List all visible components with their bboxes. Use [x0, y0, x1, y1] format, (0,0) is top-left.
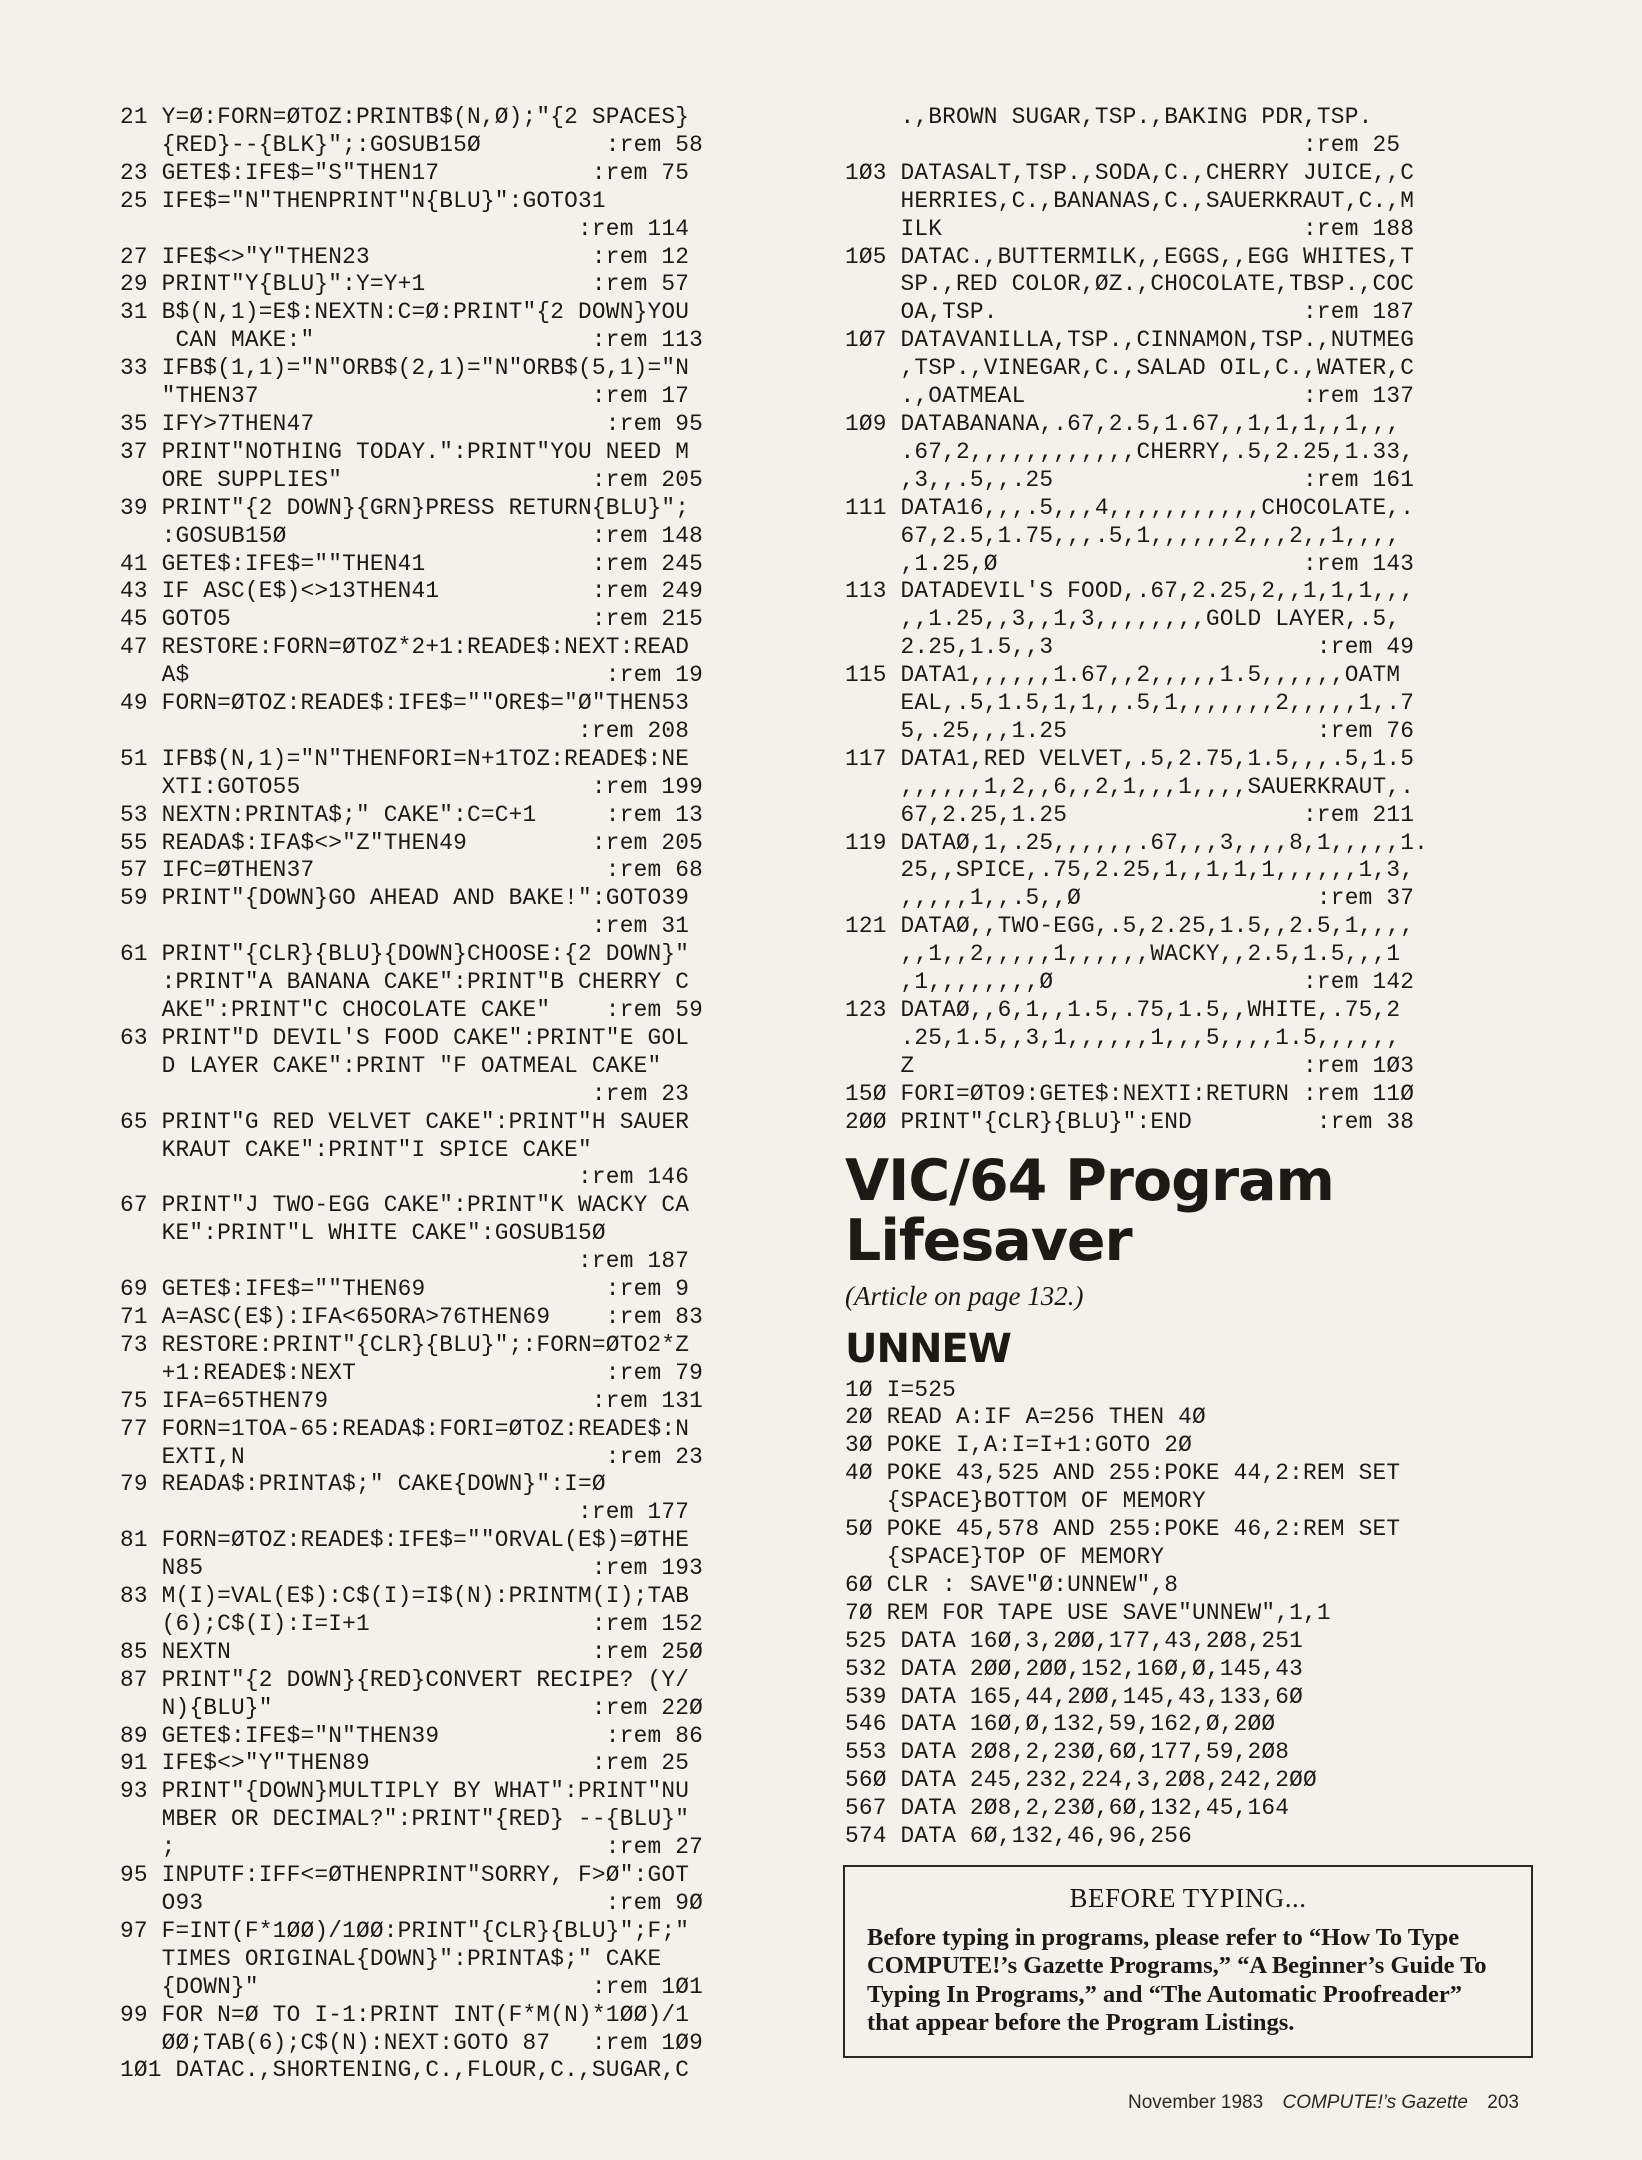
code-line: 61 PRINT"{CLR}{BLU}{DOWN}CHOOSE:{2 DOWN}"	[120, 941, 690, 968]
code-line: :rem 25	[845, 131, 1401, 158]
right-column	[845, 104, 1537, 2058]
code-line: 83 M(I)=VAL(E$):C$(I)=I$(N):PRINTM(I);TAB	[120, 1583, 690, 1610]
code-line: 546 DATA 16Ø,Ø,132,59,162,Ø,2ØØ	[845, 1711, 1276, 1738]
code-line: TIMES ORIGINAL{DOWN}":PRINTA$;" CAKE	[120, 1945, 662, 1972]
code-line: .67,2,,,,,,,,,,,,CHERRY,.5,2.25,1.33,	[845, 438, 1415, 465]
code-line: ,1,,,,,,,,Ø :rem 142	[845, 969, 1415, 996]
article-reference: (Article on page 132.)	[845, 1280, 1084, 1311]
code-line: HERRIES,C.,BANANAS,C.,SAUERKRAUT,C.,M	[845, 187, 1415, 214]
code-line: ØØ;TAB(6);C$(N):NEXT:GOTO 87 :rem 1Ø9	[120, 2029, 703, 2056]
code-line: KRAUT CAKE":PRINT"I SPICE CAKE"	[120, 1136, 592, 1163]
article-title-line1: VIC/64 Program	[845, 1147, 1334, 1214]
code-line: .,OATMEAL :rem 137	[845, 383, 1415, 410]
code-line: 29 PRINT"Y{BLU}":Y=Y+1 :rem 57	[120, 271, 690, 298]
code-line: 1Ø3 DATASALT,TSP.,SODA,C.,CHERRY JUICE,,C	[845, 159, 1415, 186]
code-line: 43 IF ASC(E$)<>13THEN41 :rem 249	[120, 578, 703, 605]
code-line: XTI:GOTO55 :rem 199	[120, 773, 703, 800]
code-line: (6);C$(I):I=I+1 :rem 152	[120, 1610, 703, 1637]
code-line: EAL,.5,1.5,1,1,,.5,1,,,,,,,2,,,,,1,.7	[845, 690, 1415, 717]
code-line: 27 IFE$<>"Y"THEN23 :rem 12	[120, 243, 690, 270]
code-line: 79 READA$:PRINTA$;" CAKE{DOWN}":I=Ø	[120, 1471, 606, 1498]
code-line: 71 A=ASC(E$):IFA<65ORA>76THEN69 :rem 83	[120, 1303, 703, 1330]
code-line: 95 INPUTF:IFF<=ØTHENPRINT"SORRY, F>Ø":GOT	[120, 1862, 690, 1889]
code-line: :rem 177	[120, 1499, 690, 1526]
code-line: 553 DATA 2Ø8,2,23Ø,6Ø,177,59,2Ø8	[845, 1739, 1290, 1766]
code-line: :rem 114	[120, 215, 690, 242]
code-line: ; :rem 27	[120, 1834, 703, 1861]
code-line: 113 DATADEVIL'S FOOD,.67,2.25,2,,1,1,1,,,	[845, 578, 1415, 605]
code-line: .25,1.5,,3,1,,,,,,1,,,5,,,,1.5,,,,,,	[845, 1024, 1401, 1051]
code-line: ORE SUPPLIES" :rem 205	[120, 466, 703, 493]
code-line: 567 DATA 2Ø8,2,23Ø,6Ø,132,45,164	[845, 1795, 1290, 1822]
notice-heading: BEFORE TYPING...	[1069, 1882, 1307, 1913]
code-line: 75 IFA=65THEN79 :rem 131	[120, 1387, 703, 1414]
code-line: CAN MAKE:" :rem 113	[120, 327, 703, 354]
article-title-line2: Lifesaver	[845, 1207, 1132, 1274]
code-line: MBER OR DECIMAL?":PRINT"{RED} --{BLU}"	[120, 1806, 690, 1833]
code-line: 532 DATA 2ØØ,2ØØ,152,16Ø,Ø,145,43	[845, 1655, 1304, 1682]
code-line: 91 IFE$<>"Y"THEN89 :rem 25	[120, 1750, 690, 1777]
code-line: 1Ø7 DATAVANILLA,TSP.,CINNAMON,TSP.,NUTMEG	[845, 327, 1415, 354]
code-line: :rem 187	[120, 1248, 690, 1275]
code-line: :GOSUB15Ø :rem 148	[120, 522, 703, 549]
code-line: 97 F=INT(F*1ØØ)/1ØØ:PRINT"{CLR}{BLU}";F;"	[120, 1917, 690, 1944]
notice-body: Before typing in programs, please refer to “How To Type COMPUTE!’s Gazette Programs,” “A Beginner’s Guide To Typing In Programs,” and “The Automatic Proofreader” that appear before the Program Listings.	[867, 1923, 1487, 2037]
code-line: ILK :rem 188	[845, 215, 1415, 242]
code-line: 81 FORN=ØTOZ:READE$:IFE$=""ORVAL(E$)=ØTHE	[120, 1527, 690, 1554]
code-line: :rem 23	[120, 1080, 690, 1107]
code-line: KE":PRINT"L WHITE CAKE":GOSUB15Ø	[120, 1220, 606, 1247]
code-line: 93 PRINT"{DOWN}MULTIPLY BY WHAT":PRINT"NU	[120, 1778, 690, 1805]
code-line: A$ :rem 19	[120, 662, 703, 689]
code-line: 115 DATA1,,,,,,1.67,,2,,,,,1.5,,,,,,OATM	[845, 662, 1401, 689]
code-line: 37 PRINT"NOTHING TODAY.":PRINT"YOU NEED M	[120, 438, 690, 465]
code-line: 2Ø READ A:IF A=256 THEN 4Ø	[845, 1404, 1206, 1431]
code-line: 65 PRINT"G RED VELVET CAKE":PRINT"H SAUER	[120, 1108, 690, 1135]
code-line: ,1.25,Ø :rem 143	[845, 550, 1415, 577]
code-line: Z :rem 1Ø3	[845, 1052, 1415, 1079]
code-line: 67,2.25,1.25 :rem 211	[845, 801, 1415, 828]
code-line: 87 PRINT"{2 DOWN}{RED}CONVERT RECIPE? (Y/	[120, 1666, 690, 1693]
code-line: 119 DATAØ,1,.25,,,,,,.67,,,3,,,,8,1,,,,,1.	[845, 829, 1428, 856]
code-line: :rem 146	[120, 1164, 690, 1191]
code-line: ,,,,,1,,.5,,Ø :rem 37	[845, 885, 1415, 912]
code-line: 2.25,1.5,,3 :rem 49	[845, 634, 1415, 661]
code-line: 55 READA$:IFA$<>"Z"THEN49 :rem 205	[120, 829, 703, 856]
code-line: SP.,RED COLOR,ØZ.,CHOCOLATE,TBSP.,COC	[845, 271, 1415, 298]
code-line: 31 B$(N,1)=E$:NEXTN:C=Ø:PRINT"{2 DOWN}YOU	[120, 299, 690, 326]
code-line: 4Ø POKE 43,525 AND 255:POKE 44,2:REM SET	[845, 1460, 1401, 1487]
code-line: 57 IFC=ØTHEN37 :rem 68	[120, 857, 703, 884]
code-line: 574 DATA 6Ø,132,46,96,256	[845, 1823, 1193, 1850]
footer-magazine: COMPUTE!’s Gazette	[1282, 2092, 1468, 2113]
code-line: ,TSP.,VINEGAR,C.,SALAD OIL,C.,WATER,C	[845, 355, 1415, 382]
code-line: {SPACE}TOP OF MEMORY	[845, 1543, 1165, 1570]
code-line: 1Ø1 DATAC.,SHORTENING,C.,FLOUR,C.,SUGAR,C	[120, 2057, 690, 2084]
code-line: 23 GETE$:IFE$="S"THEN17 :rem 75	[120, 159, 690, 186]
code-line: 121 DATAØ,,TWO-EGG,.5,2.25,1.5,,2.5,1,,,,	[845, 913, 1415, 940]
code-line: {SPACE}BOTTOM OF MEMORY	[845, 1488, 1206, 1515]
code-line: 25,,SPICE,.75,2.25,1,,1,1,1,,,,,,1,3,	[845, 857, 1415, 884]
code-line: 47 RESTORE:FORN=ØTOZ*2+1:READE$:NEXT:READ	[120, 634, 690, 661]
code-line: 85 NEXTN :rem 25Ø	[120, 1638, 703, 1665]
left-code-column	[120, 104, 820, 2085]
code-line: 67 PRINT"J TWO-EGG CAKE":PRINT"K WACKY CA	[120, 1192, 690, 1219]
code-line: 63 PRINT"D DEVIL'S FOOD CAKE":PRINT"E GOL	[120, 1024, 690, 1051]
code-line: 117 DATA1,RED VELVET,.5,2.75,1.5,,,.5,1.5	[845, 745, 1415, 772]
before-typing-notice	[843, 1865, 1533, 2058]
code-line: :PRINT"A BANANA CAKE":PRINT"B CHERRY C	[120, 969, 690, 996]
code-line: 67,2.5,1.75,,,.5,1,,,,,,2,,,2,,1,,,,	[845, 522, 1401, 549]
code-line: OA,TSP. :rem 187	[845, 299, 1415, 326]
code-line: 73 RESTORE:PRINT"{CLR}{BLU}";:FORN=ØTO2*Z	[120, 1331, 690, 1358]
code-line: 56Ø DATA 245,232,224,3,2Ø8,242,2ØØ	[845, 1767, 1317, 1794]
footer-date: November 1983	[1128, 2092, 1264, 2113]
code-line: {DOWN}" :rem 1Ø1	[120, 1973, 703, 2000]
code-line: 1Ø I=525	[845, 1376, 957, 1403]
unnew-listing	[845, 1377, 1537, 1851]
code-line: +1:READE$:NEXT :rem 79	[120, 1359, 703, 1386]
code-line: 1Ø9 DATABANANA,.67,2.5,1.67,,1,1,1,,1,,,	[845, 410, 1401, 437]
code-line: 5Ø POKE 45,578 AND 255:POKE 46,2:REM SET	[845, 1516, 1401, 1543]
page-number: 203	[1487, 2092, 1519, 2113]
code-line: O93 :rem 9Ø	[120, 1890, 703, 1916]
code-line: 99 FOR N=Ø TO I-1:PRINT INT(F*M(N)*1ØØ)/1	[120, 2001, 690, 2028]
code-line: 525 DATA 16Ø,3,2ØØ,177,43,2Ø8,251	[845, 1627, 1304, 1654]
code-line: {RED}--{BLK}";:GOSUB15Ø :rem 58	[120, 131, 703, 158]
code-line: 25 IFE$="N"THENPRINT"N{BLU}":GOTO31	[120, 187, 606, 214]
code-line: .,BROWN SUGAR,TSP.,BAKING PDR,TSP.	[845, 104, 1373, 130]
code-line: 33 IFB$(1,1)="N"ORB$(2,1)="N"ORB$(5,1)="N	[120, 355, 690, 382]
code-line: 69 GETE$:IFE$=""THEN69 :rem 9	[120, 1276, 690, 1303]
article-title	[845, 1147, 1537, 1274]
code-line: D LAYER CAKE":PRINT "F OATMEAL CAKE"	[120, 1052, 662, 1079]
code-line: 123 DATAØ,,6,1,,1.5,.75,1.5,,WHITE,.75,2	[845, 997, 1401, 1023]
code-line: EXTI,N :rem 23	[120, 1443, 703, 1470]
code-line: ,,,,,,1,2,,6,,2,1,,,1,,,,SAUERKRAUT,.	[845, 773, 1415, 800]
code-line: 77 FORN=1TOA-65:READA$:FORI=ØTOZ:READE$:N	[120, 1415, 690, 1442]
code-line: AKE":PRINT"C CHOCOLATE CAKE" :rem 59	[120, 997, 703, 1023]
code-line: ,,1,,2,,,,,1,,,,,,WACKY,,2.5,1.5,,,1	[845, 941, 1401, 968]
code-line: 51 IFB$(N,1)="N"THENFORI=N+1TOZ:READE$:NE	[120, 745, 690, 772]
code-line: 21 Y=Ø:FORN=ØTOZ:PRINTB$(N,Ø);"{2 SPACES}	[120, 104, 690, 130]
code-line: 3Ø POKE I,A:I=I+1:GOTO 2Ø	[845, 1432, 1193, 1459]
right-code-listing	[845, 104, 1537, 1137]
code-line: N){BLU}" :rem 22Ø	[120, 1694, 703, 1721]
code-line: :rem 31	[120, 913, 690, 940]
code-line: 41 GETE$:IFE$=""THEN41 :rem 245	[120, 550, 703, 577]
code-line: "THEN37 :rem 17	[120, 383, 690, 410]
code-line: 45 GOTO5 :rem 215	[120, 606, 703, 633]
code-line: 53 NEXTN:PRINTA$;" CAKE":C=C+1 :rem 13	[120, 801, 703, 828]
code-line: 111 DATA16,,,.5,,,4,,,,,,,,,,,CHOCOLATE,.	[845, 494, 1415, 521]
code-line: 39 PRINT"{2 DOWN}{GRN}PRESS RETURN{BLU}";	[120, 494, 690, 521]
code-line: 539 DATA 165,44,2ØØ,145,43,133,6Ø	[845, 1683, 1304, 1710]
code-line: 2ØØ PRINT"{CLR}{BLU}":END :rem 38	[845, 1108, 1415, 1135]
code-line: 6Ø CLR : SAVE"Ø:UNNEW",8	[845, 1571, 1179, 1598]
code-line: ,3,,.5,,.25 :rem 161	[845, 466, 1415, 493]
code-line: 1Ø5 DATAC.,BUTTERMILK,,EGGS,,EGG WHITES,T	[845, 243, 1415, 270]
code-line: 59 PRINT"{DOWN}GO AHEAD AND BAKE!":GOTO39	[120, 885, 690, 912]
code-line: 35 IFY>7THEN47 :rem 95	[120, 410, 703, 437]
code-line: N85 :rem 193	[120, 1555, 703, 1582]
code-line: 89 GETE$:IFE$="N"THEN39 :rem 86	[120, 1722, 703, 1749]
code-line: 7Ø REM FOR TAPE USE SAVE"UNNEW",1,1	[845, 1599, 1331, 1626]
code-line: ,,1.25,,3,,1,3,,,,,,,,GOLD LAYER,.5,	[845, 606, 1401, 633]
code-line: 49 FORN=ØTOZ:READE$:IFE$=""ORE$="Ø"THEN53	[120, 690, 690, 717]
code-line: :rem 208	[120, 717, 690, 744]
code-line: 5,.25,,,1.25 :rem 76	[845, 717, 1415, 744]
program-subtitle: UNNEW	[845, 1325, 1011, 1372]
code-line: 15Ø FORI=ØTO9:GETE$:NEXTI:RETURN :rem 11Ø	[845, 1080, 1415, 1107]
page-footer	[1128, 2092, 1519, 2114]
